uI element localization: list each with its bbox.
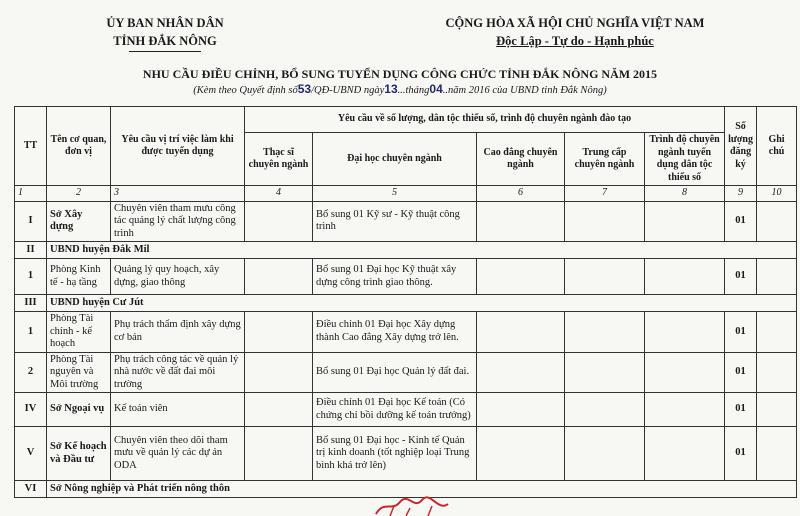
cell-note [757, 259, 797, 295]
cell-masters [245, 259, 313, 295]
section-number: II [15, 242, 47, 259]
index-cell: 9 [725, 186, 757, 202]
col-tt: TT [15, 107, 47, 186]
cell-note [757, 312, 797, 353]
section-label: Sở Nông nghiệp và Phát triển nông thôn [47, 481, 797, 498]
subtitle-part-2: /QĐ-UBND ngày [311, 85, 385, 96]
cell-tt: I [15, 201, 47, 242]
col-intermediate: Trung cấp chuyên ngành [565, 133, 645, 186]
cell-intermediate [565, 312, 645, 353]
cell-university: Bổ sung 01 Đại học - Kinh tế Quản trị kinh doanh (tốt nghiệp loại Trung bình khá trở lên) [313, 427, 477, 481]
index-cell: 10 [757, 186, 797, 202]
index-cell: 1 [15, 186, 47, 202]
section-label: UBND huyện Đắk Mil [47, 242, 797, 259]
cell-agency: Phòng Tài nguyên và Môi trường [47, 352, 111, 393]
subtitle-part-1: (Kèm theo Quyết định số [193, 85, 298, 96]
index-cell: 4 [245, 186, 313, 202]
cell-count: 01 [725, 393, 757, 427]
cell-ethnic [645, 312, 725, 353]
col-ethnic: Trình độ chuyên ngành tuyển dụng dân tộc thiểu số [645, 133, 725, 186]
issuer-underline [129, 51, 201, 52]
red-stamp-fragment [370, 494, 460, 516]
cell-university: Điều chỉnh 01 Đại học Kế toán (Có chứng chỉ bồi dưỡng kế toán trưởng) [313, 393, 477, 427]
index-cell: 3 [111, 186, 245, 202]
cell-college [477, 259, 565, 295]
index-cell: 8 [645, 186, 725, 202]
table-row [15, 393, 797, 427]
cell-college [477, 427, 565, 481]
table-row [15, 352, 797, 393]
cell-position: Chuyên viên theo dõi tham mưu về quản lý các dự án ODA [111, 427, 245, 481]
issuer-line-1: ỦY BAN NHÂN DÂN [106, 16, 224, 30]
cell-college [477, 312, 565, 353]
cell-tt: 2 [15, 352, 47, 393]
decision-number: 53 [297, 82, 312, 96]
cell-position: Phụ trách thẩm định xây dựng cơ bản [111, 312, 245, 353]
header-row-1 [15, 107, 797, 133]
col-count: Số lượng đăng ký [725, 107, 757, 186]
decision-month: 04 [429, 82, 443, 96]
subtitle-part-4: ..năm 2016 của UBND tỉnh Đắk Nông) [442, 85, 607, 96]
recruitment-table [14, 106, 797, 498]
section-row [15, 295, 797, 312]
col-group: Yêu cầu về số lượng, dân tộc thiểu số, trình độ chuyên ngành đào tạo [245, 107, 725, 133]
cell-position: Phụ trách công tác về quản lý nhà nước về đất đai môi trường [111, 352, 245, 393]
cell-college [477, 393, 565, 427]
cell-university: Điều chỉnh 01 Đại học Xây dựng thành Cao đẳng Xây dựng trở lên. [313, 312, 477, 353]
cell-masters [245, 352, 313, 393]
cell-ethnic [645, 201, 725, 242]
cell-masters [245, 393, 313, 427]
document-title: NHU CẦU ĐIỀU CHỈNH, BỔ SUNG TUYỂN DỤNG CÔNG CHỨC TỈNH ĐẮK NÔNG NĂM 2015 [142, 67, 658, 81]
cell-university: Bổ sung 01 Kỹ sư - Kỹ thuật công trình [313, 201, 477, 242]
cell-position: Kế toán viên [111, 393, 245, 427]
cell-ethnic [645, 427, 725, 481]
cell-college [477, 352, 565, 393]
cell-intermediate [565, 352, 645, 393]
cell-tt: 1 [15, 259, 47, 295]
cell-tt: IV [15, 393, 47, 427]
cell-agency: Sở Xây dựng [47, 201, 111, 242]
col-note: Ghi chú [757, 107, 797, 186]
section-row [15, 242, 797, 259]
subtitle-part-3: ...tháng [397, 85, 430, 96]
section-label: UBND huyện Cư Jút [47, 295, 797, 312]
cell-position: Quảng lý quy hoạch, xây dựng, giao thông [111, 259, 245, 295]
index-cell: 7 [565, 186, 645, 202]
cell-ethnic [645, 352, 725, 393]
national-motto: Độc Lập - Tự do - Hạnh phúc [496, 34, 654, 48]
section-number: VI [15, 481, 47, 498]
cell-intermediate [565, 427, 645, 481]
index-cell: 5 [313, 186, 477, 202]
col-agency: Tên cơ quan, đơn vị [47, 107, 111, 186]
cell-count: 01 [725, 352, 757, 393]
table-row [15, 427, 797, 481]
cell-masters [245, 312, 313, 353]
index-cell: 6 [477, 186, 565, 202]
document-subtitle [0, 82, 800, 98]
cell-college [477, 201, 565, 242]
col-masters: Thạc sĩ chuyên ngành [245, 133, 313, 186]
cell-tt: V [15, 427, 47, 481]
cell-count: 01 [725, 312, 757, 353]
issuer-line-2: TỈNH ĐẮK NÔNG [113, 34, 217, 48]
cell-position: Chuyên viên tham mưu công tác quảng lý chất lượng công trình [111, 201, 245, 242]
cell-note [757, 352, 797, 393]
cell-ethnic [645, 393, 725, 427]
national-name: CỘNG HÒA XÃ HỘI CHỦ NGHĨA VIỆT NAM [445, 16, 705, 30]
cell-note [757, 393, 797, 427]
cell-count: 01 [725, 201, 757, 242]
decision-day: 13 [384, 82, 398, 96]
index-cell: 2 [47, 186, 111, 202]
cell-agency: Phòng Kinh tế - hạ tầng [47, 259, 111, 295]
table-row [15, 259, 797, 295]
cell-tt: 1 [15, 312, 47, 353]
cell-intermediate [565, 393, 645, 427]
cell-count: 01 [725, 259, 757, 295]
cell-note [757, 427, 797, 481]
col-college: Cao đẳng chuyên ngành [477, 133, 565, 186]
cell-masters [245, 427, 313, 481]
cell-count: 01 [725, 427, 757, 481]
table-row [15, 201, 797, 242]
cell-agency: Sở Kế hoạch và Đầu tư [47, 427, 111, 481]
table-row [15, 312, 797, 353]
cell-university: Bổ sung 01 Đại học Quản lý đất đai. [313, 352, 477, 393]
national-heading [400, 14, 750, 50]
issuer-block [70, 14, 260, 52]
cell-agency: Sở Ngoại vụ [47, 393, 111, 427]
cell-intermediate [565, 201, 645, 242]
section-number: III [15, 295, 47, 312]
index-row [15, 186, 797, 202]
cell-ethnic [645, 259, 725, 295]
col-university: Đại học chuyên ngành [313, 133, 477, 186]
cell-intermediate [565, 259, 645, 295]
col-position: Yêu cầu vị trí việc làm khi được tuyển dụng [111, 107, 245, 186]
cell-university: Bổ sung 01 Đại học Kỹ thuật xây dựng công trình giao thông. [313, 259, 477, 295]
cell-agency: Phòng Tài chính - kế hoạch [47, 312, 111, 353]
cell-masters [245, 201, 313, 242]
cell-note [757, 201, 797, 242]
